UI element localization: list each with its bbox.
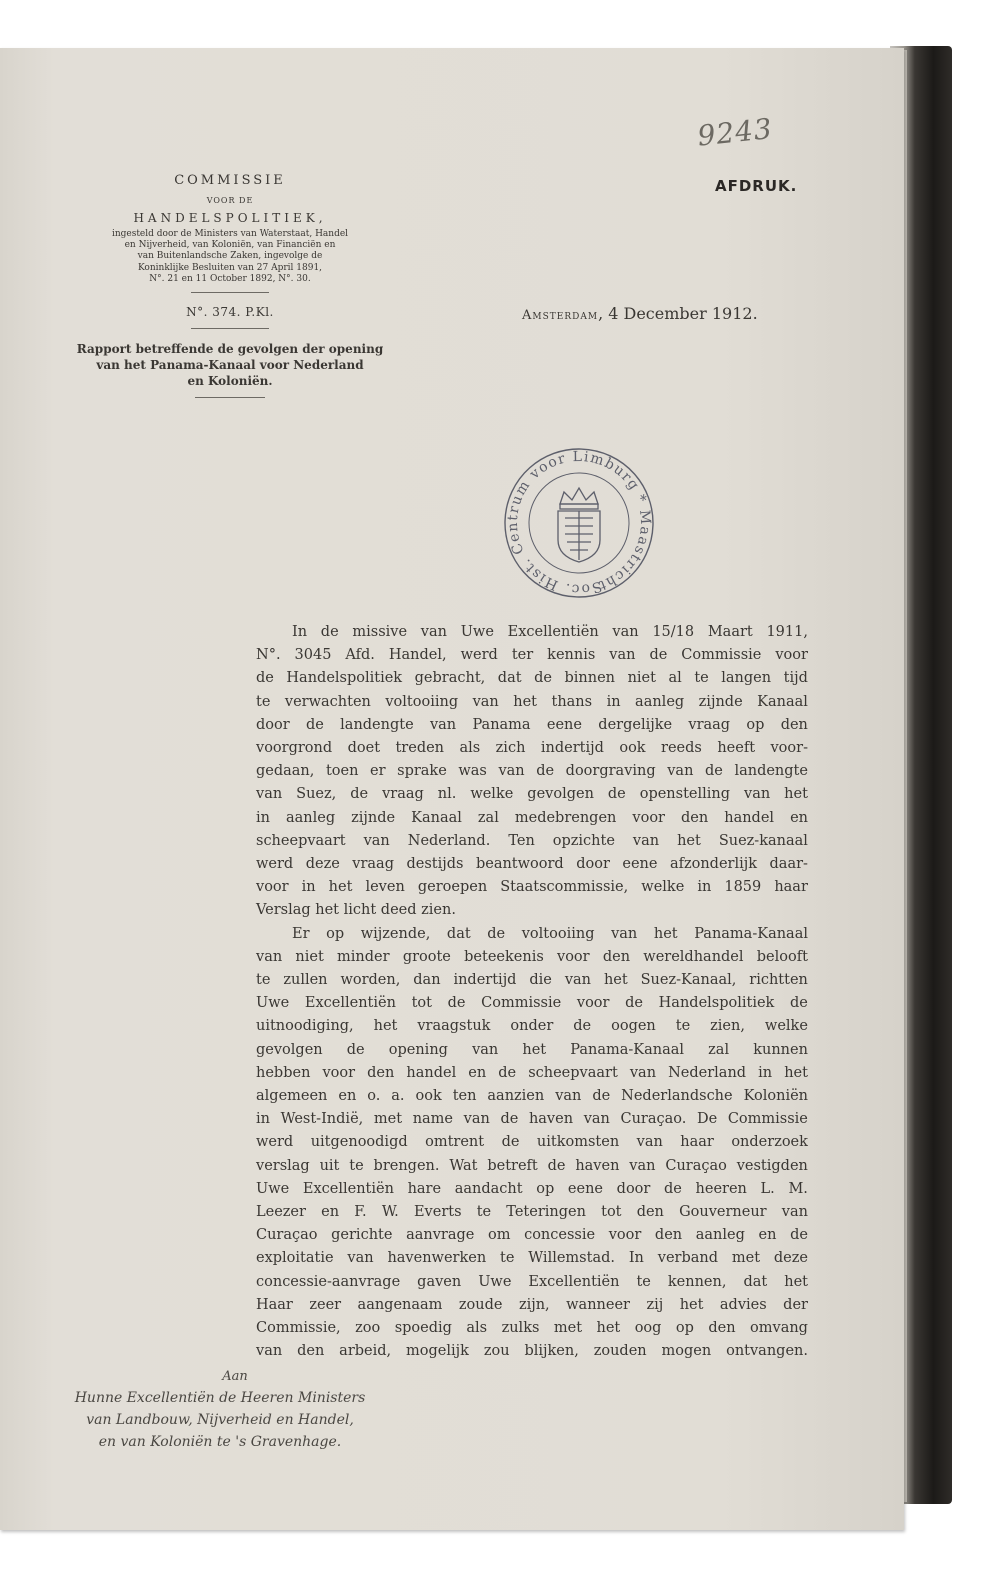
body-line: gedaan, toen er sprake was van de doorgraving van de landengte [256, 763, 808, 780]
body-line: door de landengte van Panama eene dergelijke vraag op den [256, 716, 808, 733]
body-line: uitnoodiging, het vraagstuk onder de oogen te zien, welke [256, 1018, 808, 1035]
afdruk-label: AFDRUK. [715, 177, 798, 195]
body-line: verslag uit te brengen. Wat betreft de haven van Curaçao vestigden [256, 1157, 808, 1174]
body-line: Uwe Excellentiën hare aandacht op eene door de heeren L. M. [256, 1180, 808, 1197]
pencil-annotation: 9243 [695, 111, 775, 153]
body-line: werd uitgenoodigd omtrent de uitkomsten van haar onderzoek [256, 1134, 808, 1151]
voor-de-label: VOOR DE [206, 196, 254, 205]
body-line: Verslag het licht deed zien. [256, 902, 456, 919]
letter-body [256, 621, 808, 1364]
body-line: voor in het leven geroepen Staatscommissie, welke in 1859 haar [256, 879, 808, 896]
document-number: N°. 374. P.Kl. [186, 305, 274, 320]
body-line: algemeen en o. a. ook ten aanzien van de Nederlandsche Koloniën [256, 1088, 808, 1105]
handelspolitiek-title: HANDELSPOLITIEK, [133, 211, 327, 225]
archive-stamp [500, 448, 658, 598]
report-title-line: en Koloniën. [187, 374, 273, 389]
body-line: van den arbeid, mogelijk zou blijken, zouden mogen ontvangen. [256, 1343, 808, 1360]
addressee-line: van Landbouw, Nijverheid en Handel, [86, 1412, 354, 1428]
body-line: in aanleg zijnde Kanaal zal medebrengen voor den handel en [256, 809, 808, 826]
title-divider [195, 397, 265, 398]
number-divider [191, 328, 269, 329]
body-line: concessie-aanvrage gaven Uwe Excellentiën te kennen, dat het [256, 1273, 808, 1290]
crown-shield-icon [558, 488, 600, 562]
body-line: werd deze vraag destijds beantwoord door eene afzonderlijk daar- [256, 856, 808, 873]
instelling-line: en Nijverheid, van Koloniën, van Financiën en [124, 240, 336, 251]
place-date [522, 304, 792, 323]
body-line: in West-Indië, met name van de haven van Curaçao. De Commissie [256, 1111, 808, 1128]
report-title-line: van het Panama-Kanaal voor Nederland [96, 358, 364, 373]
body-line: gevolgen de opening van het Panama-Kanaal zal kunnen [256, 1041, 808, 1058]
stamp-text: Soc. Hist. Centrum voor Limburg * Maastricht [504, 448, 654, 598]
instelling-line: Koninklijke Besluiten van 27 April 1891, [137, 262, 323, 273]
date-text: , 4 December 1912. [598, 304, 758, 323]
body-line: te verwachten voltooiing van het thans in aanleg zijnde Kanaal [256, 693, 808, 710]
body-line: hebben voor den handel en de scheepvaart van Nederland in het [256, 1064, 808, 1081]
report-title [60, 341, 400, 389]
body-line: Leezer en F. W. Everts te Teteringen tot den Gouverneur van [256, 1204, 808, 1221]
instelling-line: ingesteld door de Ministers van Waterstaat, Handel [111, 229, 349, 239]
body-line: de Handelspolitiek gebracht, dat de binnen niet al te langen tijd [256, 670, 808, 687]
body-line: N°. 3045 Afd. Handel, werd ter kennis van de Commissie voor [256, 647, 808, 664]
instelling-line: van Buitenlandsche Zaken, ingevolge de [137, 251, 323, 262]
body-line: exploitatie van havenwerken te Willemstad. In verband met deze [256, 1250, 808, 1267]
body-line: Er op wijzende, dat de voltooiing van het Panama-Kanaal [292, 925, 808, 942]
body-line: scheepvaart van Nederland. Ten opzichte van het Suez-kanaal [256, 832, 808, 849]
commission-header [60, 172, 400, 405]
addressee-line: en van Koloniën te 's Gravenhage. [98, 1434, 342, 1450]
report-title-line: Rapport betreffende de gevolgen der opening [76, 342, 384, 357]
aan-label: Aan [222, 1369, 248, 1384]
body-line: Uwe Excellentiën tot de Commissie voor de Handelspolitiek de [256, 995, 808, 1012]
body-line: voorgrond doet treden als zich indertijd ook reeds heeft voor- [256, 740, 808, 757]
body-line: Haar zeer aangenaam zoude zijn, wanneer zij het advies der [256, 1296, 808, 1313]
instelling-text [65, 229, 395, 285]
place-name: Amsterdam [522, 308, 599, 323]
instelling-line: N°. 21 en 11 October 1892, N°. 30. [149, 273, 311, 284]
body-line: Curaçao gerichte aanvrage om concessie voor den aanleg en de [256, 1227, 808, 1244]
commissie-title: COMMISSIE [174, 173, 286, 188]
body-line: In de missive van Uwe Excellentiën van 15/18 Maart 1911, [292, 624, 808, 640]
addressee-line: Hunne Excellentiën de Heeren Ministers [74, 1390, 366, 1406]
header-divider [191, 292, 269, 293]
body-line: van Suez, de vraag nl. welke gevolgen de openstelling van het [256, 786, 808, 803]
body-line: van niet minder groote beteekenis voor den wereldhandel belooft [256, 948, 808, 965]
addressee-block [50, 1367, 390, 1453]
body-line: Commissie, zoo spoedig als zulks met het oog op den omvang [256, 1320, 808, 1337]
body-line: te zullen worden, dan indertijd die van het Suez-Kanaal, richtten [256, 972, 808, 989]
